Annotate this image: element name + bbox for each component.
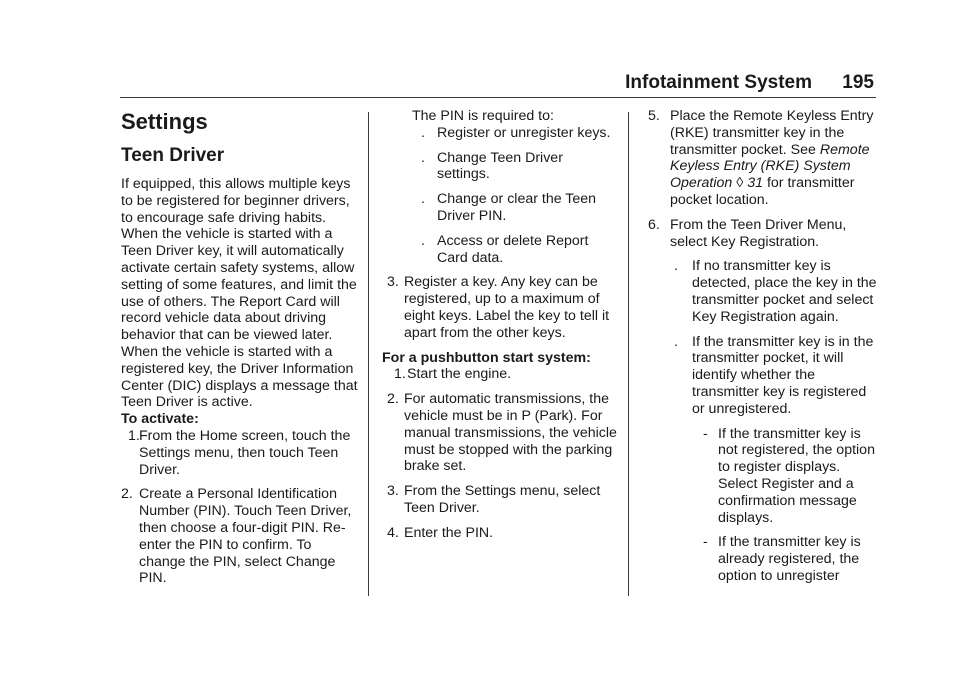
bullet-icon: . xyxy=(674,258,678,275)
list-item xyxy=(382,483,618,517)
list-item-number: 5. xyxy=(648,108,660,124)
intro-paragraph: If equipped, this allows multiple keys to be registered for beginner drivers, to encourage safe driving habits. When the vehicle is started with a Teen Driver key, it will automatically activate certain safety systems, allow setting of some features, and limit the use of others. The Report Card will record vehicle data about driving behavior that can be viewed later. When the vehicle is started with a registered key, the Driver Information Center (DIC) displays a message that Teen Driver is active. xyxy=(121,176,358,411)
step-text-continued: for transmitter pocket location. xyxy=(670,175,855,208)
list-item-text: From the Home screen, touch the Settings menu, then touch Teen Driver. xyxy=(139,427,351,478)
list-item xyxy=(382,391,618,475)
list-item xyxy=(648,108,880,209)
subsection-title: Teen Driver xyxy=(121,145,225,166)
dash-icon: - xyxy=(703,534,708,551)
list-item-text: Enter the PIN. xyxy=(404,524,494,541)
list-item-number: 6. xyxy=(648,216,660,233)
list-item xyxy=(382,150,618,184)
header-rule xyxy=(120,97,876,98)
list-item xyxy=(121,486,359,587)
list-item-text: If the transmitter key is not registered, the option to register displays. Select Register and a confirmation message displays. xyxy=(718,425,875,526)
list-item-number: 2. xyxy=(387,391,399,408)
column-2 xyxy=(382,108,618,550)
column-1 xyxy=(121,108,359,595)
bullet-icon: . xyxy=(421,232,425,249)
bullet-icon: . xyxy=(421,149,425,166)
bullet-icon: . xyxy=(421,191,425,208)
list-item-number: 2. xyxy=(121,486,133,503)
page-reference-icon: ◊ xyxy=(736,175,744,192)
pin-intro: The PIN is required to: xyxy=(412,108,554,124)
list-item-text: From the Settings menu, select Teen Driver. xyxy=(404,483,601,516)
cross-reference-link[interactable]: Remote Keyless Entry (RKE) System Operation xyxy=(670,141,870,192)
page-number: 195 xyxy=(842,72,874,93)
list-item-text: Register or unregister keys. xyxy=(437,124,611,141)
list-item-text: Create a Personal Identification Number (PIN). Touch Teen Driver, then choose a four-digit PIN. Re-enter the PIN to confirm. To change the PIN, select Change PIN. xyxy=(139,486,352,587)
activate-label: To activate: xyxy=(121,411,199,428)
list-item-text: If the transmitter key is already registered, the option to unregister xyxy=(718,534,861,584)
list-item xyxy=(382,525,618,542)
column-3 xyxy=(648,108,880,593)
step-text: Place the Remote Keyless Entry (RKE) transmitter key in the transmitter pocket. See xyxy=(670,108,874,158)
list-item xyxy=(648,426,880,527)
list-item xyxy=(121,428,359,478)
section-header-title: Infotainment System xyxy=(625,72,812,93)
list-item xyxy=(382,125,618,142)
page-header xyxy=(0,70,960,100)
list-item-text xyxy=(670,108,880,209)
section-title: Settings xyxy=(121,109,208,134)
list-item xyxy=(648,258,880,325)
list-item-text: Change Teen Driver settings. xyxy=(437,149,563,183)
list-item-number: 4. xyxy=(387,524,399,541)
list-item-text: From the Teen Driver Menu, select Key Registration. xyxy=(670,216,847,250)
list-item xyxy=(382,191,618,225)
cross-reference-page[interactable]: 31 xyxy=(747,175,764,192)
list-item-number: 3. xyxy=(387,483,399,500)
dash-icon: - xyxy=(703,425,708,442)
list-item-number: 1. xyxy=(128,427,140,444)
list-item xyxy=(382,366,618,383)
column-divider-1 xyxy=(368,112,369,596)
list-item-text: For automatic transmissions, the vehicle must be in P (Park). For manual transmissions, the vehicle must be stopped with the parking brake set. xyxy=(404,391,617,475)
list-item xyxy=(382,233,618,267)
list-item-number: 3. xyxy=(387,274,399,291)
list-item-text: Start the engine. xyxy=(407,366,512,383)
list-item xyxy=(382,274,618,341)
list-item-text: Register a key. Any key can be registered, up to a maximum of eight keys. Label the key to tell it apart from the other keys. xyxy=(404,274,610,341)
list-item xyxy=(648,334,880,418)
list-item xyxy=(648,534,880,584)
pushbutton-label: For a pushbutton start system: xyxy=(382,349,591,366)
list-item-text: Access or delete Report Card data. xyxy=(437,232,589,266)
list-item xyxy=(648,217,880,251)
bullet-icon: . xyxy=(421,124,425,141)
column-divider-2 xyxy=(628,112,629,596)
list-item-text: Change or clear the Teen Driver PIN. xyxy=(437,191,597,224)
list-item-number: 1. xyxy=(394,366,406,383)
list-item-text: If no transmitter key is detected, place the key in the transmitter pocket and select Key Registration again. xyxy=(692,258,877,325)
list-item-text: If the transmitter key is in the transmitter pocket, it will identify whether the transmitter key is registered or unregistered. xyxy=(692,333,874,417)
bullet-icon: . xyxy=(674,333,678,350)
